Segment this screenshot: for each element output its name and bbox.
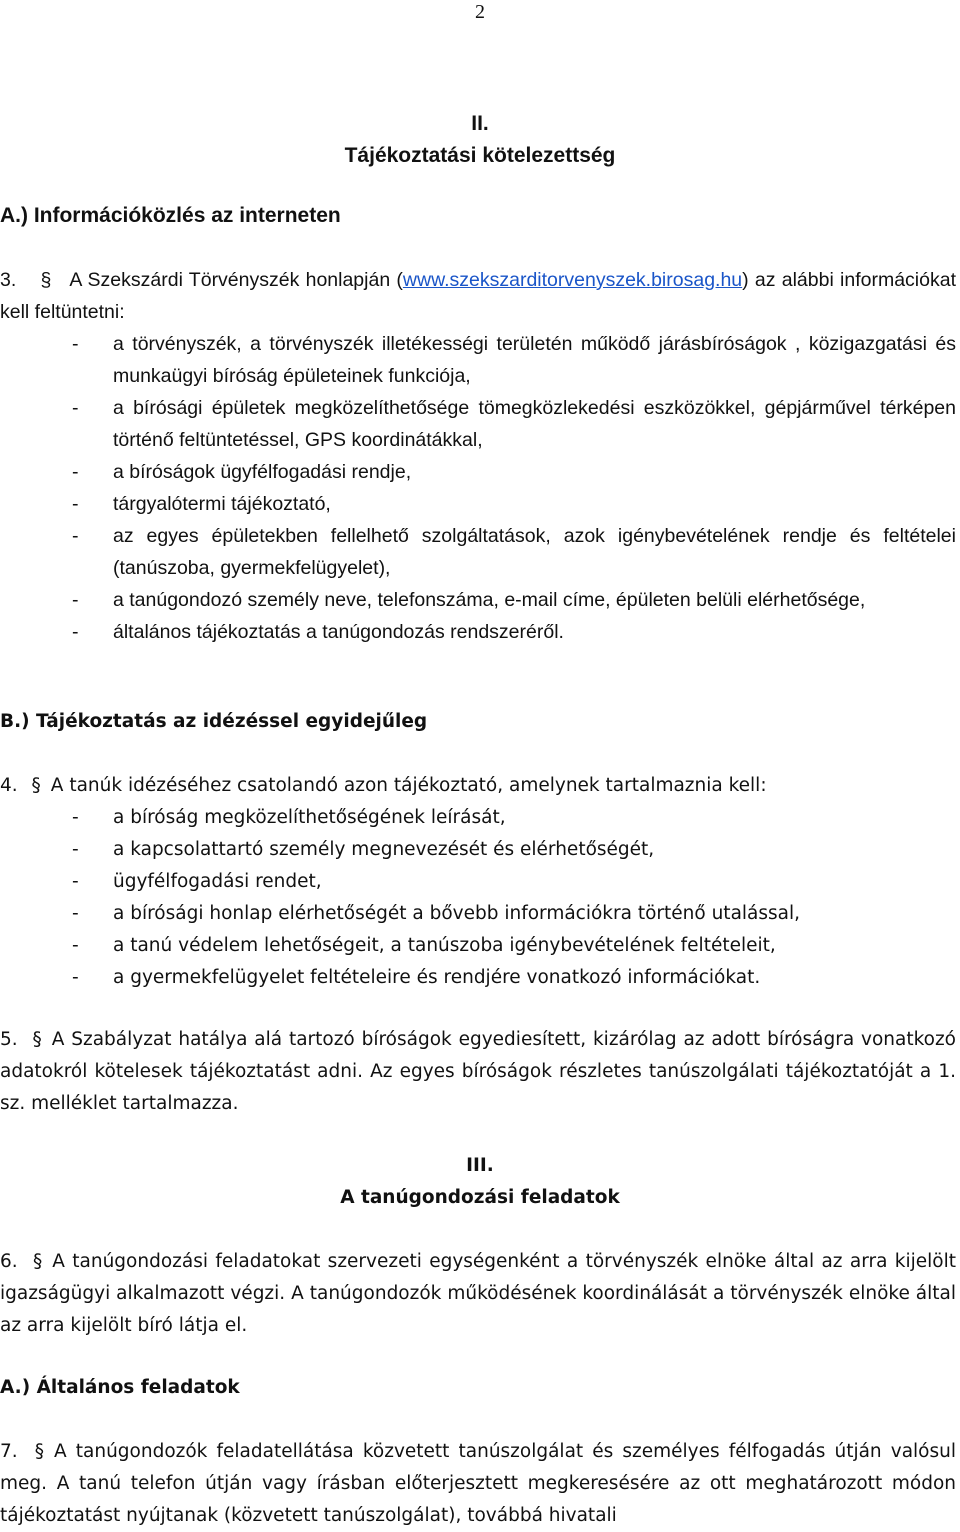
list-item (0, 616, 956, 648)
list-item-text: a törvényszék, a törvényszék illetékességi területén működő járásbíróságok , közigazgatási és munkaügyi bíróság épületeinek funkciója, (113, 333, 956, 387)
website-info-list (0, 328, 956, 648)
chapter-3-numeral: III. (466, 1155, 494, 1176)
list-item (0, 456, 956, 488)
list-item-text: a gyermekfelügyelet feltételeire és rendjére vonatkozó információkat. (113, 967, 761, 988)
list-item (0, 520, 956, 584)
page-number: 2 (475, 1, 485, 23)
court-website-link[interactable]: www.szekszarditorvenyszek.birosag.hu (402, 269, 743, 291)
paragraph-3-number: 3. (0, 269, 17, 291)
paragraph-3 (0, 264, 956, 328)
list-item (0, 962, 956, 994)
paragraph-6 (0, 1246, 956, 1342)
list-item-text: ügyfélfogadási rendet, (113, 871, 322, 892)
list-marker: - (72, 493, 79, 515)
chapter-3-title: A tanúgondozási feladatok (340, 1187, 620, 1208)
list-marker: - (72, 397, 79, 419)
paragraph-3-text-before: A Szekszárdi Törvényszék honlapján ( (69, 269, 403, 291)
paragraph-5-number: 5. (0, 1029, 18, 1050)
paragraph-6-text: A tanúgondozási feladatokat szervezeti egységenként a törvényszék elnöke által az arra kijelölt igazságügyi alkalmazott végzi. A tanúgondozók működésének koordinálását a törvényszék elnöke által az arra kijelölt bíró látja el. (0, 1251, 956, 1336)
paragraph-7-text: A tanúgondozók feladatellátása közvetett tanúszolgálat és személyes félfogadás útján valósul meg. A tanú telefon útján vagy írásban előterjesztett megkeresésére az ott meghatározott módon tájékoztatást nyújtanak (közvetett tanúszolgálat), továbbá hivatali (0, 1441, 956, 1526)
list-marker: - (72, 589, 79, 611)
list-marker: - (72, 525, 79, 547)
list-item-text: tárgyalótermi tájékoztató, (113, 493, 331, 515)
paragraph-5 (0, 1024, 956, 1120)
list-marker: - (72, 839, 79, 860)
list-marker: - (72, 967, 79, 988)
list-item-text: a kapcsolattartó személy megnevezését és elérhetőségét, (113, 839, 655, 860)
list-item (0, 898, 956, 930)
list-marker: - (72, 903, 79, 924)
section-sign: § (31, 775, 41, 796)
list-marker: - (72, 461, 79, 483)
list-item-text: a tanúgondozó személy neve, telefonszáma, e-mail címe, épületen belüli elérhetősége, (113, 589, 866, 611)
list-item-text: általános tájékoztatás a tanúgondozás rendszeréről. (113, 621, 564, 643)
paragraph-5-text: A Szabályzat hatálya alá tartozó bíróságok egyediesített, kizárólag az adott bíróságra vonatkozó adatokról kötelesek tájékoztatást adni. Az egyes bíróságok részletes tanúszolgálati tájékoztatóját a 1. sz. melléklet tartalmazza. (0, 1029, 956, 1114)
list-item-text: a tanú védelem lehetőségeit, a tanúszoba igénybevételének feltételeit, (113, 935, 776, 956)
list-item-text: az egyes épületekben fellelhető szolgáltatások, azok igénybevételének rendje és feltételei (tanúszoba, gyermekfelügyelet), (113, 525, 956, 579)
paragraph-7 (0, 1436, 956, 1532)
chapter-2-numeral: II. (471, 112, 489, 135)
paragraph-7-number: 7. (0, 1441, 18, 1462)
list-item (0, 866, 956, 898)
paragraph-4-number: 4. (0, 775, 18, 796)
paragraph-4 (0, 770, 956, 802)
section-sign: § (40, 269, 52, 291)
list-item (0, 392, 956, 456)
paragraph-3-text-after: ) az alábbi információkat kell feltüntetni: (0, 269, 956, 323)
list-marker: - (72, 935, 79, 956)
list-item (0, 584, 956, 616)
list-item (0, 328, 956, 392)
section-sign: § (34, 1441, 45, 1462)
chapter-2-title: Tájékoztatási kötelezettség (344, 144, 616, 167)
list-marker: - (72, 333, 79, 355)
section-a-heading: A.) Információközlés az interneten (0, 204, 341, 227)
list-item (0, 802, 956, 834)
list-item (0, 930, 956, 962)
list-item-text: a bírósági honlap elérhetőségét a bővebb információkra történő utalással, (113, 903, 801, 924)
list-marker: - (72, 871, 79, 892)
list-item-text: a bíróság megközelíthetőségének leírását, (113, 807, 506, 828)
section-sign: § (33, 1251, 43, 1272)
list-item (0, 488, 956, 520)
list-item (0, 834, 956, 866)
section-a-general-heading: A.) Általános feladatok (0, 1377, 240, 1398)
section-sign: § (32, 1029, 42, 1050)
summons-info-list (0, 802, 956, 994)
list-item-text: a bírósági épületek megközelíthetősége tömegközlekedési eszközökkel, gépjárművel térképen történő feltüntetéssel, GPS koordinátákkal, (113, 397, 956, 451)
list-marker: - (72, 621, 79, 643)
section-b-heading: B.) Tájékoztatás az idézéssel egyidejűleg (0, 711, 428, 732)
list-item-text: a bíróságok ügyfélfogadási rendje, (113, 461, 412, 483)
list-marker: - (72, 807, 79, 828)
paragraph-6-number: 6. (0, 1251, 18, 1272)
paragraph-4-text: A tanúk idézéséhez csatolandó azon tájékoztató, amelynek tartalmaznia kell: (50, 775, 767, 796)
